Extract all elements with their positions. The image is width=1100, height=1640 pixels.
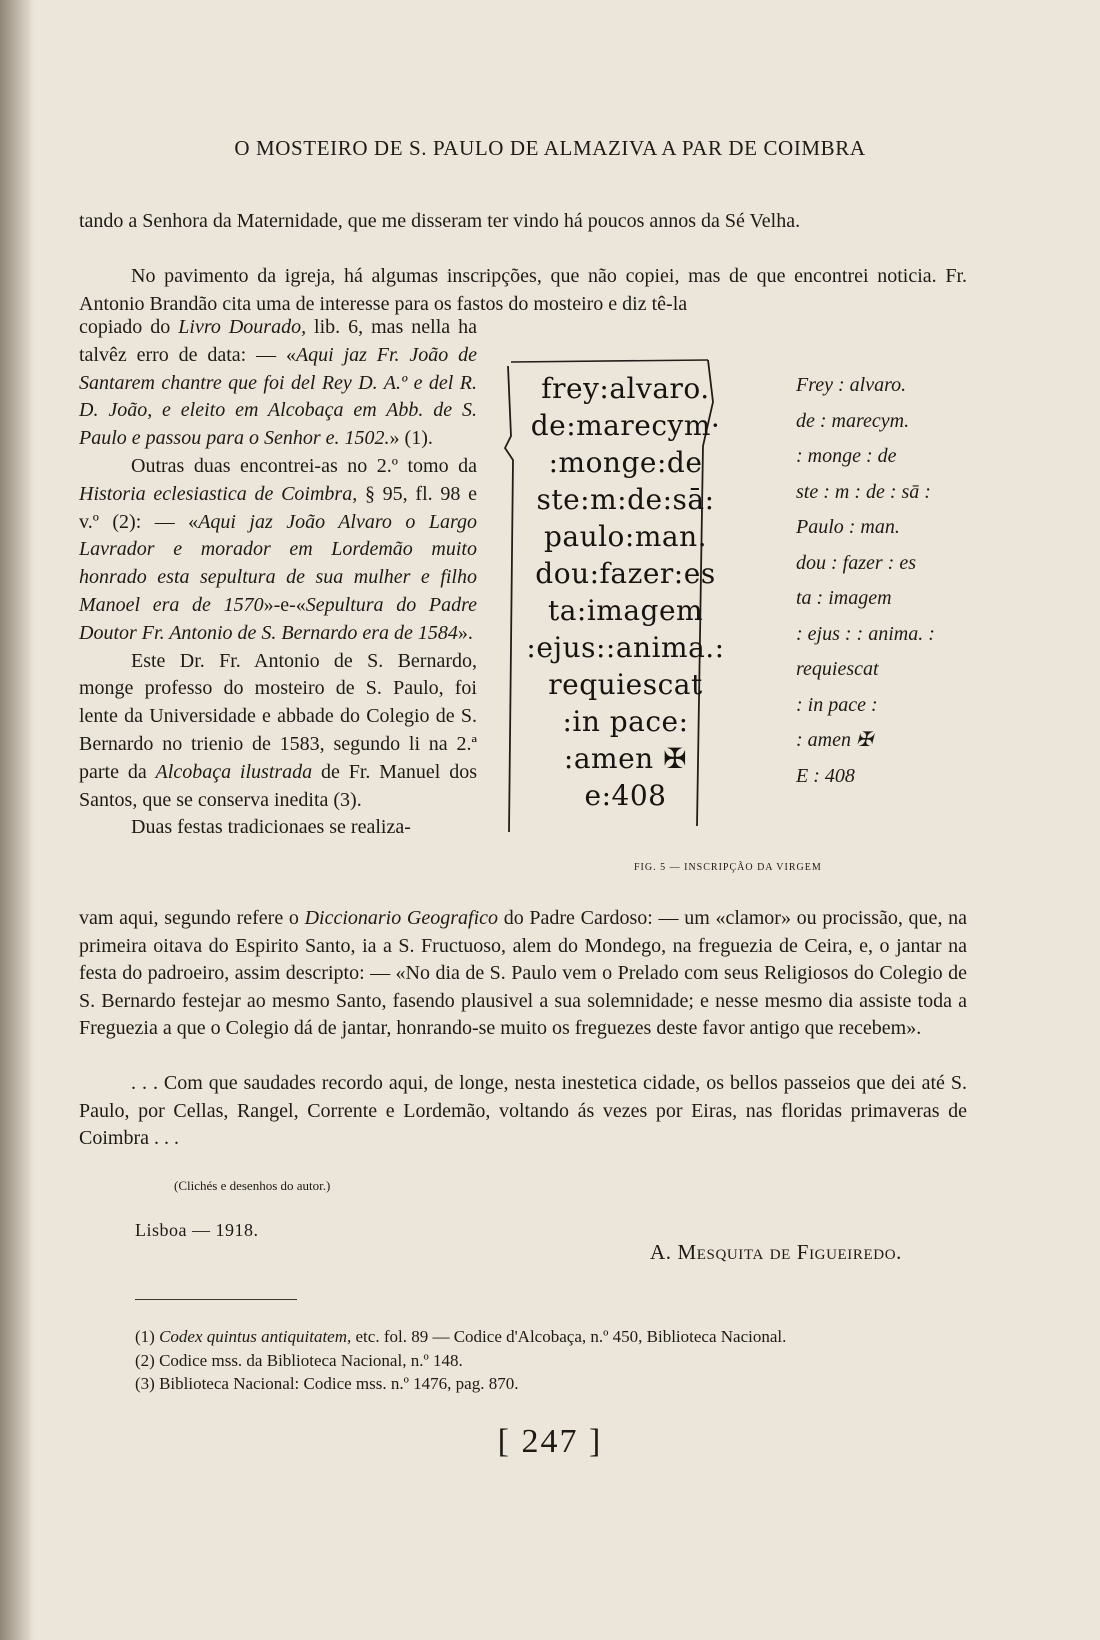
book-spine-shadow bbox=[0, 0, 34, 1640]
inscription-line: dou:fazer:es bbox=[535, 557, 716, 590]
column-paragraph-1 bbox=[79, 314, 477, 453]
italic-run: Codex quintus antiquitatem, bbox=[159, 1327, 352, 1346]
text-run: copiado do bbox=[79, 316, 179, 338]
transliteration-line: Frey : alvaro. bbox=[796, 374, 907, 396]
italic-run: Alcobaça ilustrada bbox=[155, 760, 313, 783]
inscription-line: :monge:de bbox=[548, 446, 703, 479]
inscription-line: requiescat bbox=[548, 668, 703, 701]
text-run: » (1). bbox=[389, 427, 433, 450]
italic-run: Sepultura do Padre Doutor Fr. Antonio de S. Bernardo era de 1584 bbox=[79, 593, 477, 644]
transliteration-line: : monge : de bbox=[796, 445, 897, 467]
footnote-3 bbox=[135, 1372, 1015, 1396]
italic-run: Aqui jaz Fr. João de Santarem chantre que foi del Rey D. A.º e del R. D. João, e eleito em Alcobaça em Abb. de S. Paulo e passou para o Senhor e. 1502. bbox=[79, 343, 478, 450]
inscription-transliteration bbox=[796, 368, 996, 794]
text-run: vam aqui, segundo refere o bbox=[79, 907, 305, 929]
transliteration-line: ste : m : de : sā : bbox=[796, 480, 931, 503]
column-paragraph-2 bbox=[79, 453, 477, 648]
running-title: O MOSTEIRO DE S. PAULO DE ALMAZIVA A PAR DE COIMBRA bbox=[234, 136, 866, 160]
text-run: § 95, fl. 98 e v.º (2): — « bbox=[79, 482, 477, 533]
text-run: lib. 6, mas nella ha talvêz erro de data: — « bbox=[79, 316, 477, 366]
transliteration-line: ta : imagem bbox=[796, 587, 892, 609]
inscription-line: :in pace: bbox=[562, 705, 689, 738]
inscription-line: :amen ✠ bbox=[563, 742, 688, 775]
text-run: »-e-« bbox=[263, 593, 306, 616]
inscription-line: ste:m:de:sā: bbox=[536, 483, 715, 516]
image-credits: (Clichés e desenhos do autor.) bbox=[174, 1178, 331, 1193]
author-signature: A. Mesquita de Figueiredo. bbox=[650, 1240, 902, 1264]
transliteration-line: de : marecym. bbox=[796, 409, 910, 432]
paragraph-5: . . . Com que saudades recordo aqui, de longe, nesta inestetica cidade, os bellos passeios que dei até S. Paulo, por Cellas, Rangel, Corrente e Lordemão, voltando ás vezes por Eiras, nas floridas primaveras de Coimbra . . . bbox=[79, 1072, 967, 1149]
footnote-2 bbox=[135, 1349, 1015, 1373]
transliteration-line: : ejus : : anima. : bbox=[796, 622, 935, 645]
text-column bbox=[79, 314, 477, 842]
text-run: Este Dr. Fr. Antonio de S. Bernardo, monge professo do mosteiro de S. Paulo, foi lente da Universidade e abbade do Colegio de S. Bernardo no trienio de 1583, segundo li na 2.ª parte da bbox=[79, 649, 477, 783]
italic-run: Aqui jaz João Alvaro o Largo Lavrador e morador em Lordemão muito honrado esta sepultura de sua mulher e filho Manoel era de 1570 bbox=[79, 510, 478, 616]
place-date: Lisboa — 1918. bbox=[135, 1220, 259, 1240]
footnote-1 bbox=[135, 1325, 1015, 1349]
column-paragraph-4: Duas festas tradicionaes se realiza- bbox=[131, 816, 411, 839]
text-run: ». bbox=[457, 621, 473, 644]
inscription-lines bbox=[523, 370, 728, 814]
figure-caption: FIG. 5 — INSCRIPÇÃO DA VIRGEM bbox=[634, 862, 822, 873]
transliteration-line: : in pace : bbox=[796, 693, 878, 716]
transliteration-line: requiescat bbox=[796, 658, 879, 680]
paragraph-1: tando a Senhora da Maternidade, que me disseram ter vindo há poucos annos da Sé Velha. bbox=[79, 210, 801, 232]
inscription-line: e:408 bbox=[584, 779, 667, 812]
transliteration-line: Paulo : man. bbox=[796, 516, 900, 538]
text-run: Outras duas encontrei-as no 2.º tomo da bbox=[131, 454, 477, 477]
italic-run: Historia eclesiastica de Coimbra, bbox=[79, 482, 358, 505]
transliteration-line: E : 408 bbox=[796, 764, 855, 787]
transliteration-line: dou : fazer : es bbox=[796, 551, 916, 574]
inscription-line: frey:alvaro. bbox=[541, 372, 710, 405]
footnote-rule bbox=[135, 1299, 297, 1300]
italic-run: Livro Dourado, bbox=[178, 316, 307, 338]
inscription-line: paulo:man. bbox=[543, 520, 708, 553]
inscription-line: ta:imagem bbox=[547, 594, 704, 627]
text-run: (2) Codice mss. da Biblioteca Nacional, n.º 148. bbox=[135, 1350, 463, 1370]
column-paragraph-3 bbox=[79, 648, 477, 815]
page-number: [ 247 ] bbox=[497, 1423, 603, 1460]
text-run: do Padre Cardoso: — um «clamor» ou procissão, que, na primeira oitava do Espirito Santo, ia a S. Fructuoso, alem do Mondego, na freguezia de Ceira, e, o jantar na festa do padroeiro, assim descripto: — «No dia de S. Paulo vem o Prelado com seus Religiosos do Colegio de S. Bernardo festejar ao mesmo Santo, fasendo plausivel a sua solemnidade; e nesse mesmo dia assiste toda a Freguezia a que o Colegio dá de jantar, honrando-se muito os freguezes deste favor antigo que recebem». bbox=[79, 907, 967, 1039]
transliteration-line: : amen ✠ bbox=[796, 729, 873, 751]
paragraph-2: No pavimento da igreja, há algumas inscripções, que não copiei, mas de que encontrei noticia. Fr. Antonio Brandão cita uma de interesse para os fastos do mosteiro e diz tê-la bbox=[79, 265, 967, 315]
inscription-line: de:marecym· bbox=[530, 409, 721, 442]
text-run: etc. fol. 89 — Codice d'Alcobaça, n.º 450, Biblioteca Nacional. bbox=[351, 1327, 787, 1346]
italic-run: Diccionario Geografico bbox=[304, 907, 499, 929]
text-run: (1) bbox=[135, 1327, 160, 1346]
paragraph-4-continuation bbox=[79, 905, 967, 1043]
text-run: (3) Biblioteca Nacional: Codice mss. n.º 1476, pag. 870. bbox=[135, 1374, 519, 1393]
inscription-line: :ejus::anima.: bbox=[526, 631, 725, 664]
footnotes bbox=[135, 1325, 1015, 1396]
text-run: de Fr. Manuel dos Santos, que se conserva inedita (3). bbox=[79, 760, 477, 811]
inscription-figure bbox=[503, 356, 743, 832]
